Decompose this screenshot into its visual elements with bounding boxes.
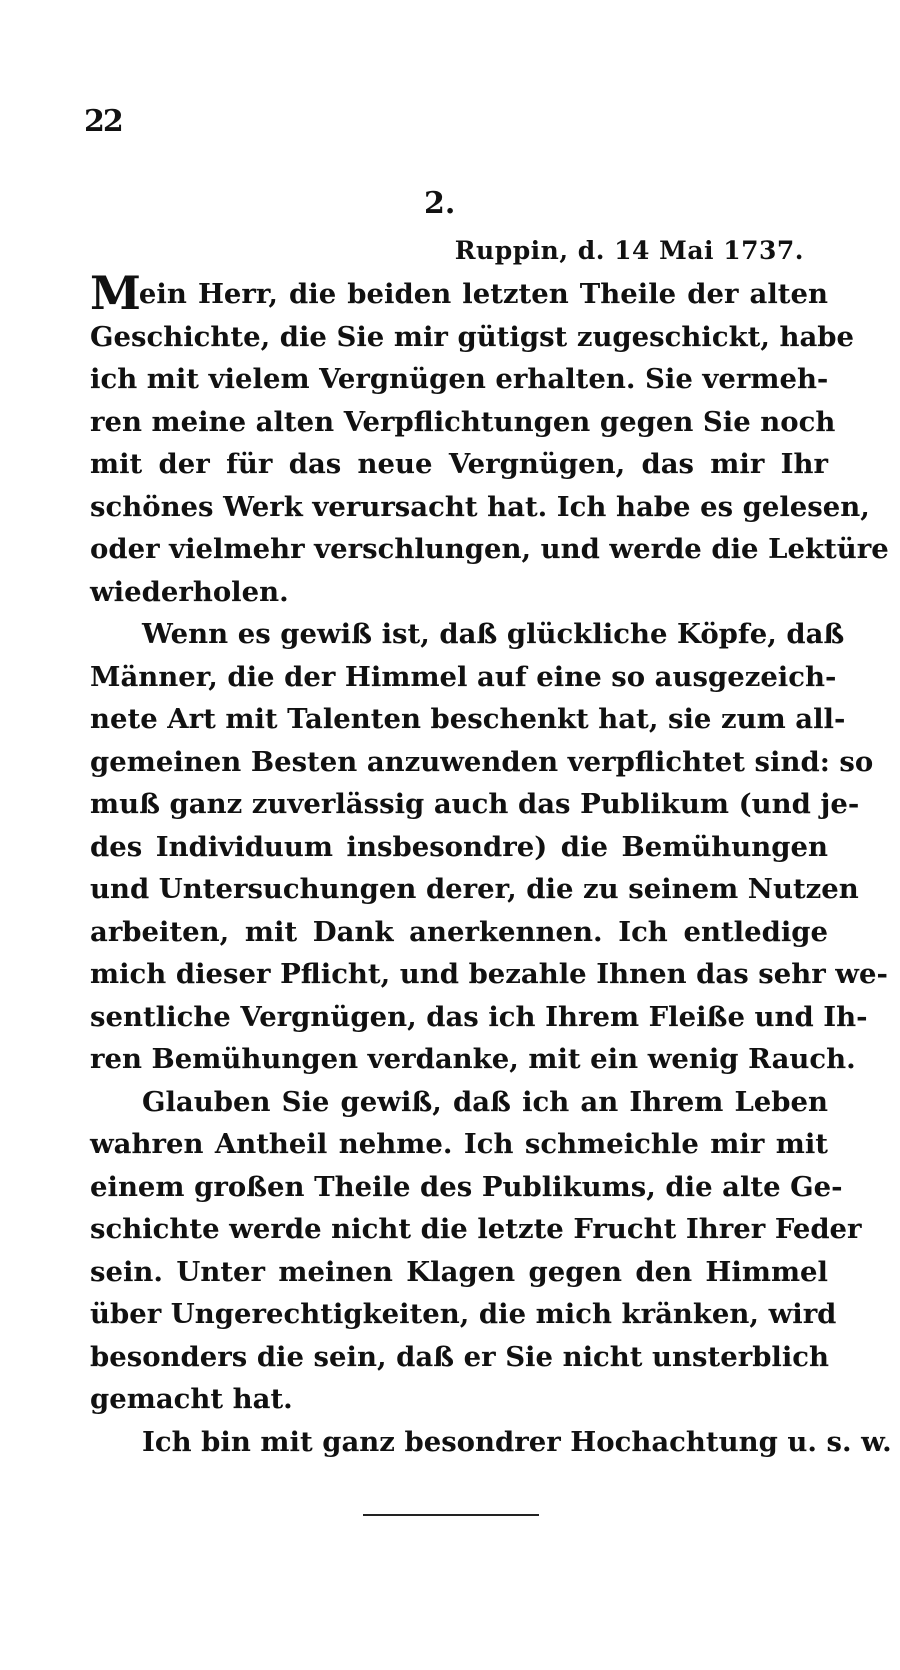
text-line: ich mit vielem Vergnügen erhalten. Sie vermeh- <box>90 363 829 395</box>
paragraph-4 <box>90 1421 892 1464</box>
text-line: schichte werde nicht die letzte Frucht Ihrer Feder <box>90 1213 862 1245</box>
text-line: Geschichte, die Sie mir gütigst zugeschickt, habe <box>90 320 855 353</box>
letter-body <box>90 266 892 1463</box>
text-line: wiederholen. <box>90 575 289 608</box>
text-line: schönes Werk verursacht hat. Ich habe es gelesen, <box>90 490 870 523</box>
text-line: Männer, die der Himmel auf eine so ausgezeich- <box>90 660 837 693</box>
text-line: mich dieser Pflicht, und bezahle Ihnen das sehr we- <box>90 958 888 990</box>
text-line: gemacht hat. <box>90 1383 293 1415</box>
text-line: oder vielmehr verschlungen, und werde die Lektüre <box>90 533 889 565</box>
text-line: Mein Herr, die beiden letzten Theile der alten <box>90 266 828 320</box>
text-line: besonders die sein, daß er Sie nicht unsterblich <box>90 1340 830 1373</box>
text-line: ren meine alten Verpflichtungen gegen Sie noch <box>90 405 836 438</box>
text-line: Wenn es gewiß ist, daß glückliche Köpfe, daß <box>142 618 845 650</box>
text-line: ren Bemühungen verdanke, mit ein wenig Rauch. <box>90 1043 856 1075</box>
initial-letter: M <box>90 266 139 320</box>
page-number: 22 <box>84 104 122 139</box>
closing-line: Ich bin mit ganz besondrer Hochachtung u. s. w. <box>142 1425 892 1458</box>
text-line: Glauben Sie gewiß, daß ich an Ihrem Leben <box>142 1085 828 1118</box>
text-line: gemeinen Besten anzuwenden verpflichtet sind: so <box>90 745 874 778</box>
text-line: nete Art mit Talenten beschenkt hat, sie zum all- <box>90 703 846 735</box>
text-line: sein. Unter meinen Klagen gegen den Himmel <box>90 1255 828 1288</box>
text-line: mit der für das neue Vergnügen, das mir Ihr <box>90 448 828 480</box>
letter-number: 2. <box>424 186 456 221</box>
text-line: arbeiten, mit Dank anerkennen. Ich entledige <box>90 915 828 948</box>
paragraph-3 <box>90 1081 862 1421</box>
paragraph-2 <box>90 613 888 1081</box>
text-line: muß ganz zuverlässig auch das Publikum (und je- <box>90 788 860 820</box>
text-line: sentliche Vergnügen, das ich Ihrem Fleiße und Ih- <box>90 1000 868 1033</box>
text-line: über Ungerechtigkeiten, die mich kränken, wird <box>90 1298 837 1330</box>
text-line: des Individuum insbesondre) die Bemühungen <box>90 830 828 863</box>
end-rule <box>363 1514 539 1516</box>
dateline: Ruppin, d. 14 Mai 1737. <box>454 236 804 265</box>
text-line: einem großen Theile des Publikums, die alte Ge- <box>90 1170 843 1203</box>
text-line: und Untersuchungen derer, die zu seinem Nutzen <box>90 873 859 905</box>
paragraph-1 <box>90 266 889 613</box>
text-line: wahren Antheil nehme. Ich schmeichle mir mit <box>90 1128 828 1160</box>
